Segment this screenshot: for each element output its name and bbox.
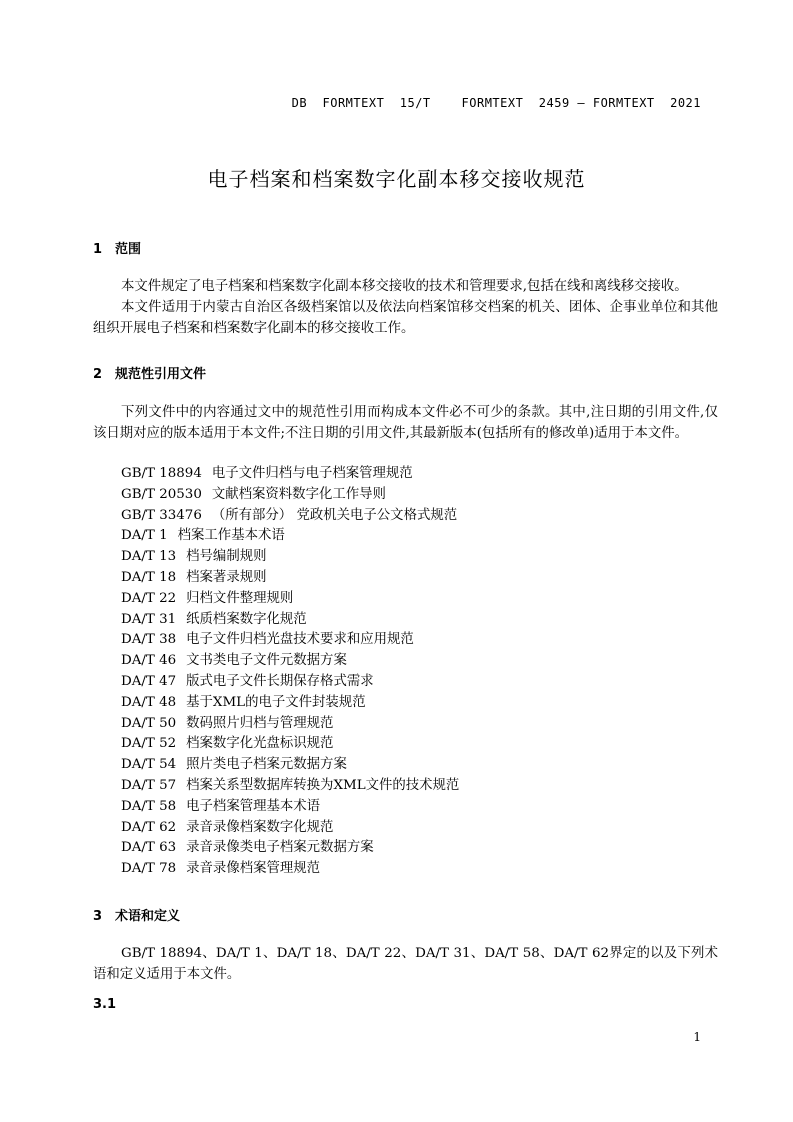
reference-title: 档案数字化光盘标识规范	[186, 736, 334, 752]
reference-title: 电子档案管理基本术语	[186, 798, 321, 814]
section-number: 1	[93, 242, 103, 257]
section-number: 2	[93, 367, 103, 382]
list-item	[121, 610, 459, 631]
list-item	[121, 506, 459, 527]
reference-code: GB/T 20530	[121, 486, 202, 502]
list-item	[121, 589, 459, 610]
reference-title: 归档文件整理规则	[186, 590, 294, 606]
reference-title: 录音录像类电子档案元数据方案	[186, 840, 374, 856]
reference-code: DA/T 18	[121, 569, 177, 585]
reference-code: DA/T 54	[121, 757, 177, 773]
paragraph: 本文件适用于内蒙古自治区各级档案馆以及依法向档案馆移交档案的机关、团体、企事业单位和其他组织开展电子档案和档案数字化副本的移交接收工作。	[93, 300, 718, 336]
list-item	[121, 838, 459, 859]
section-title: 术语和定义	[115, 909, 181, 924]
reference-code: DA/T 58	[121, 798, 177, 814]
reference-title: 档案关系型数据库转换为XML文件的技术规范	[186, 777, 460, 793]
section-heading-scope	[93, 238, 141, 257]
reference-code: DA/T 57	[121, 777, 177, 793]
reference-code: DA/T 47	[121, 673, 177, 689]
reference-code: DA/T 38	[121, 632, 177, 648]
section-title: 规范性引用文件	[115, 367, 207, 382]
reference-title: 电子文件归档光盘技术要求和应用规范	[186, 632, 414, 648]
page-number: 1	[693, 1030, 701, 1044]
paragraph: 下列文件中的内容通过文中的规范性引用而构成本文件必不可少的条款。其中,注日期的引用文件,仅该日期对应的版本适用于本文件;不注日期的引用文件,其最新版本(包括所有的修改单)适用于本文件。	[93, 405, 718, 441]
reference-title: 文书类电子文件元数据方案	[186, 653, 347, 669]
paragraph: GB/T 18894、DA/T 1、DA/T 18、DA/T 22、DA/T 31、DA/T 58、DA/T 62界定的以及下列术语和定义适用于本文件。	[93, 946, 718, 982]
list-item	[121, 776, 459, 797]
reference-code: DA/T 22	[121, 590, 177, 606]
list-item	[121, 797, 459, 818]
reference-title: 版式电子文件长期保存格式需求	[186, 673, 374, 689]
list-item	[121, 714, 459, 735]
paragraph: 本文件规定了电子档案和档案数字化副本移交接收的技术和管理要求,包括在线和离线移交接收。	[121, 279, 688, 294]
section-heading-normative-references	[93, 363, 206, 382]
section-title: 范围	[115, 242, 142, 257]
list-item	[121, 755, 459, 776]
reference-title: 照片类电子档案元数据方案	[186, 757, 347, 773]
list-item	[121, 568, 459, 589]
standard-number-header: DB FORMTEXT 15/T FORMTEXT 2459 — FORMTEXT 2021	[291, 96, 701, 110]
reference-code: DA/T 63	[121, 840, 177, 856]
reference-code: DA/T 62	[121, 819, 177, 835]
list-item	[121, 672, 459, 693]
list-item	[121, 734, 459, 755]
reference-code: DA/T 48	[121, 694, 177, 710]
reference-title: 录音录像档案数字化规范	[186, 819, 334, 835]
reference-title: 档号编制规则	[186, 549, 267, 565]
document-title: 电子档案和档案数字化副本移交接收规范	[207, 167, 586, 191]
reference-code: DA/T 50	[121, 715, 177, 731]
reference-title: 录音录像档案管理规范	[186, 861, 321, 877]
section-number: 3	[93, 909, 103, 924]
reference-code: DA/T 78	[121, 861, 177, 877]
list-item	[121, 859, 459, 880]
list-item	[121, 693, 459, 714]
list-item	[121, 547, 459, 568]
reference-title: 基于XML的电子文件封装规范	[186, 694, 366, 710]
reference-code: DA/T 31	[121, 611, 177, 627]
section-heading-terms-definitions	[93, 905, 180, 924]
reference-code: DA/T 46	[121, 653, 177, 669]
reference-title: 文献档案资料数字化工作导则	[211, 486, 386, 502]
reference-title: 档案工作基本术语	[177, 528, 285, 544]
reference-title: （所有部分） 党政机关电子公文格式规范	[211, 507, 458, 523]
reference-title: 档案著录规则	[186, 569, 267, 585]
reference-list	[121, 464, 459, 880]
reference-code: DA/T 13	[121, 549, 177, 565]
reference-title: 纸质档案数字化规范	[186, 611, 307, 627]
subsection-number: 3.1	[93, 997, 117, 1012]
list-item	[121, 651, 459, 672]
list-item	[121, 526, 459, 547]
list-item	[121, 630, 459, 651]
reference-code: GB/T 18894	[121, 466, 202, 481]
list-item	[121, 464, 459, 485]
list-item	[121, 485, 459, 506]
reference-title: 数码照片归档与管理规范	[186, 715, 334, 731]
reference-title: 电子文件归档与电子档案管理规范	[211, 466, 413, 481]
list-item	[121, 818, 459, 839]
reference-code: DA/T 52	[121, 736, 177, 752]
reference-code: DA/T 1	[121, 528, 168, 544]
reference-code: GB/T 33476	[121, 507, 202, 523]
